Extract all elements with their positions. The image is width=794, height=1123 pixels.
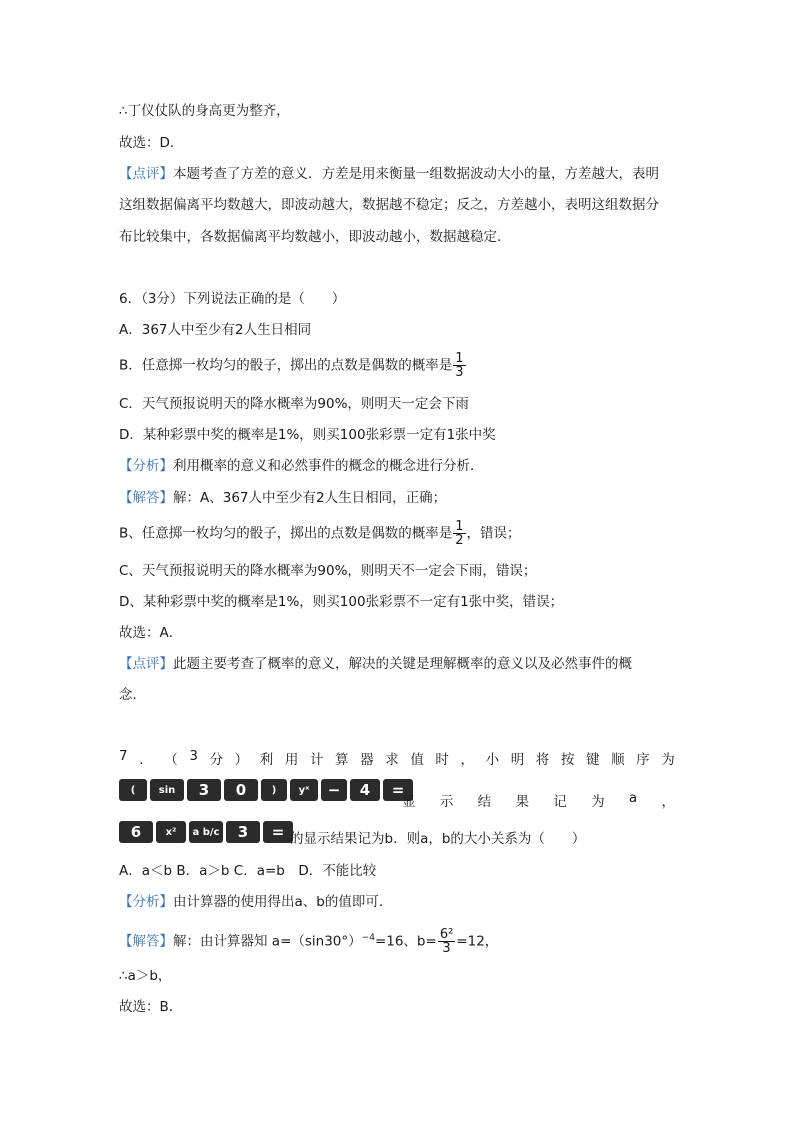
q7-stem-char: 值 xyxy=(410,752,424,768)
q6-option-a: A．367人中至少有2人生日相同 xyxy=(119,322,312,338)
calc-key-close-paren: ) xyxy=(261,779,287,801)
q6-solution-c: C、天气预报说明天的降水概率为90%，则明天不一定会下雨，错误； xyxy=(119,563,537,579)
q7-line2-char: ， xyxy=(661,794,675,810)
q7-stem-char: 算 xyxy=(335,752,349,768)
q7-stem-char: 分 xyxy=(209,752,224,768)
calc-key-minus: − xyxy=(321,779,347,801)
q7-solution-text: 解：由计算器知 a=（sin30°） xyxy=(173,933,362,950)
q7-analysis-text: 由计算器的使用得出a、b的值即可． xyxy=(173,894,393,910)
q7-stem-char: ） xyxy=(234,752,249,768)
q7-stem-char: 时 xyxy=(435,752,449,768)
q7-stem-char: ， xyxy=(460,752,474,768)
fraction-numerator: 6² xyxy=(439,927,454,942)
calculator-keys-sequence-b xyxy=(119,821,293,843)
q7-solution-mid: =16、b= xyxy=(374,933,437,950)
q6-solution-d: D、某种彩票中奖的概率是1%，则买100张彩票不一定有1张中奖，错误； xyxy=(119,594,564,610)
q7-stem-char: 器 xyxy=(360,752,374,768)
solution-tag: 【解答】 xyxy=(119,490,173,506)
q7-stem-char: （ xyxy=(164,752,178,768)
q7-stem-char: 将 xyxy=(535,752,550,768)
solution-tag: 【解答】 xyxy=(119,933,173,950)
fraction-numerator: 1 xyxy=(455,519,464,534)
q5-answer: 故选：D． xyxy=(119,135,184,151)
q7-solution-exponent: −4 xyxy=(361,932,375,943)
q6-review-line-1 xyxy=(119,654,632,674)
q7-line-2-text xyxy=(402,790,675,810)
q7-stem-char: 按 xyxy=(560,752,575,768)
q7-solution-end: =12， xyxy=(456,933,499,950)
q7-stem-char: 小 xyxy=(485,752,500,768)
calculator-keys-sequence-a xyxy=(119,779,413,801)
q7-analysis xyxy=(119,892,392,912)
q7-stem-char: 3 xyxy=(189,748,198,764)
calc-key-sin: sin xyxy=(150,779,184,801)
q7-line2-char: 为 xyxy=(591,794,605,810)
calc-key-open-paren: ( xyxy=(119,779,147,801)
calc-key-square: x² xyxy=(156,821,186,843)
calc-key-equals: = xyxy=(263,821,293,843)
q7-solution xyxy=(119,928,498,955)
q6-answer: 故选：A． xyxy=(119,625,183,641)
q6-option-d: D．某种彩票中奖的概率是1%，则买100张彩票一定有1张中奖 xyxy=(119,427,496,443)
q7-stem-char: 明 xyxy=(510,752,525,768)
calc-key-4: 4 xyxy=(350,779,380,801)
q5-conclusion: ∴丁仪仗队的身高更为整齐， xyxy=(119,103,290,119)
q6-option-c: C．天气预报说明天的降水概率为90%，则明天一定会下雨 xyxy=(119,396,469,412)
calc-key-power: yˣ xyxy=(290,779,318,801)
q7-stem-char: 为 xyxy=(661,752,675,768)
q7-stem-char: 利 xyxy=(259,752,274,768)
calc-key-fraction: a b/c xyxy=(189,821,223,843)
q7-options: A．a＜b B．a＞b C．a=b D．不能比较 xyxy=(119,863,377,879)
q7-stem-char: 序 xyxy=(636,752,650,768)
q6-solution-b-text: B、任意掷一枚均匀的骰子，掷出的点数是偶数的概率是 xyxy=(119,525,453,542)
q6-solution-a-text: 解：A、367人中至少有2人生日相同，正确； xyxy=(173,490,447,506)
q7-stem-char: 计 xyxy=(309,752,324,768)
q7-answer: 故选：B． xyxy=(119,999,183,1015)
q6-review-text-1: 此题主要考查了概率的意义，解决的关键是理解概率的意义以及必然事件的概 xyxy=(173,656,632,672)
calc-key-equals: = xyxy=(383,779,413,801)
q5-review-text-1: 本题考查了方差的意义．方差是用来衡量一组数据波动大小的量，方差越大，表明 xyxy=(173,166,659,182)
q7-stem-char: ． xyxy=(139,752,153,768)
q7-line2-char: a xyxy=(628,790,638,806)
q7-stem-char: 键 xyxy=(585,752,600,768)
q7-line-3: 的显示结果记为b．则a，b的大小关系为（ ） xyxy=(290,831,586,847)
q7-stem-char: 求 xyxy=(385,752,399,768)
calc-key-3: 3 xyxy=(226,821,260,843)
q6-review-line-2: 念． xyxy=(119,687,146,703)
analysis-tag: 【分析】 xyxy=(119,894,173,910)
q7-stem-char: 用 xyxy=(284,752,299,768)
fraction-denominator: 3 xyxy=(442,941,451,956)
q5-review-line-3: 布比较集中，各数据偏离平均数越小，即波动越小，数据越稳定． xyxy=(119,229,511,245)
q7-stem xyxy=(119,748,675,768)
q5-review-line-1 xyxy=(119,164,659,184)
q6-option-b-fraction xyxy=(453,352,465,379)
q6-solution-b-end: ，错误； xyxy=(466,525,521,542)
review-tag: 【点评】 xyxy=(119,166,173,182)
q7-line2-char: 结 xyxy=(477,794,492,810)
review-tag: 【点评】 xyxy=(119,656,173,672)
fraction-denominator: 3 xyxy=(455,365,464,380)
fraction-denominator: 2 xyxy=(455,533,464,548)
fraction-numerator: 1 xyxy=(455,351,464,366)
q7-line2-char: 果 xyxy=(515,794,529,810)
q7-conclusion: ∴a＞b， xyxy=(119,968,172,984)
q7-line2-char: 示 xyxy=(439,794,454,810)
calc-key-0: 0 xyxy=(224,779,258,801)
q7-line2-char: 记 xyxy=(553,794,567,810)
analysis-tag: 【分析】 xyxy=(119,458,173,474)
q6-solution-b xyxy=(119,520,521,547)
q6-analysis-text: 利用概率的意义和必然事件的概念的概念进行分析． xyxy=(173,458,484,474)
q6-solution-b-fraction xyxy=(453,520,465,547)
q7-stem-char: 顺 xyxy=(611,752,625,768)
q6-stem: 6．（3分）下列说法正确的是（ ） xyxy=(119,291,346,307)
q6-analysis xyxy=(119,456,484,476)
q6-solution-a xyxy=(119,488,446,508)
q7-stem-char: 7 xyxy=(119,748,128,764)
q7-line2-char: 显 xyxy=(402,794,416,810)
calc-key-6: 6 xyxy=(119,821,153,843)
q5-review-line-2: 这组数据偏离平均数越大，即波动越大，数据越不稳定；反之，方差越小，表明这组数据分 xyxy=(119,197,659,213)
q6-option-b xyxy=(119,352,467,379)
q7-solution-fraction xyxy=(438,928,455,955)
q6-option-b-text: B．任意掷一枚均匀的骰子，掷出的点数是偶数的概率是 xyxy=(119,357,453,374)
calc-key-3: 3 xyxy=(187,779,221,801)
